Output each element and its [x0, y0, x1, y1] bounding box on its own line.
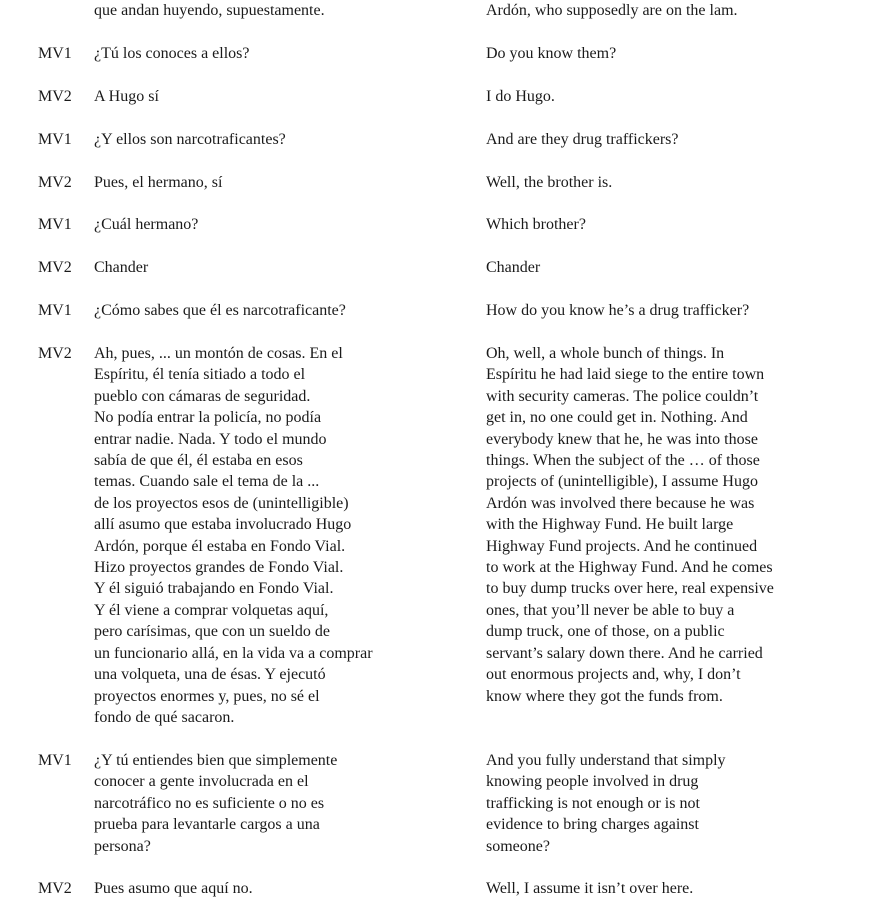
spanish-text: [94, 129, 434, 150]
english-line: ones, that you’ll never be able to buy a: [486, 601, 735, 619]
spanish-line: narcotráfico no es suficiente o no es: [94, 794, 325, 812]
english-text: [486, 43, 846, 64]
english-line: someone?: [486, 837, 550, 855]
spanish-line: Chander: [94, 259, 149, 276]
spanish-line: ¿Y ellos son narcotraficantes?: [94, 131, 286, 148]
english-line: Espíritu he had laid siege to the entire town: [486, 366, 765, 384]
english-line: How do you know he’s a drug trafficker?: [486, 302, 750, 319]
spanish-line: Espíritu, él tenía sitiado a todo el: [94, 366, 306, 384]
spanish-text: [94, 257, 434, 278]
spanish-text: [94, 172, 434, 193]
spanish-line: Pues asumo que aquí no.: [94, 880, 253, 897]
english-line: Well, I assume it isn’t over here.: [486, 880, 694, 897]
spanish-line: que andan huyendo, supuestamente.: [94, 2, 325, 19]
english-line: I do Hugo.: [486, 88, 555, 105]
english-text: [486, 129, 846, 150]
spanish-text: [94, 750, 434, 857]
spanish-line: fondo de qué sacaron.: [94, 708, 235, 726]
spanish-line: conocer a gente involucrada en el: [94, 773, 309, 791]
english-text: [486, 214, 846, 235]
english-line: Ardón was involved there because he was: [486, 494, 755, 512]
spanish-line: Pues, el hermano, sí: [94, 174, 223, 191]
spanish-line: Ah, pues, ... un montón de cosas. En el: [94, 345, 343, 362]
spanish-text: [94, 343, 434, 728]
spanish-line: pueblo con cámaras de seguridad.: [94, 387, 311, 405]
english-text: [486, 343, 846, 707]
speaker-label: MV2: [38, 259, 72, 276]
english-line: Highway Fund projects. And he continued: [486, 537, 758, 555]
english-line: dump truck, one of those, on a public: [486, 623, 725, 641]
english-line: Which brother?: [486, 216, 586, 233]
spanish-line: Y él viene a comprar volquetas aquí,: [94, 601, 329, 619]
spanish-text: [94, 0, 434, 21]
spanish-text: [94, 43, 434, 64]
speaker-label: MV1: [38, 302, 72, 319]
english-text: [486, 878, 846, 899]
english-line: servant’s salary down there. And he carried: [486, 644, 763, 662]
spanish-line: una volqueta, una de ésas. Y ejecutó: [94, 666, 326, 684]
spanish-line: de los proyectos esos de (unintelligible): [94, 494, 349, 512]
english-line: evidence to bring charges against: [486, 816, 699, 834]
english-line: know where they got the funds from.: [486, 687, 723, 705]
spanish-line: Y él siguió trabajando en Fondo Vial.: [94, 580, 334, 598]
english-line: out enormous projects and, why, I don’t: [486, 666, 741, 684]
english-line: And you fully understand that simply: [486, 752, 726, 769]
spanish-text: [94, 86, 434, 107]
english-line: get in, no one could get in. Nothing. And: [486, 409, 748, 427]
spanish-line: ¿Y tú entiendes bien que simplemente: [94, 752, 338, 769]
english-line: with the Highway Fund. He built large: [486, 516, 734, 534]
speaker-label: MV2: [38, 88, 72, 105]
speaker-label: MV1: [38, 131, 72, 148]
english-line: trafficking is not enough or is not: [486, 794, 700, 812]
spanish-line: temas. Cuando sale el tema de la ...: [94, 473, 320, 491]
speaker-label: MV1: [38, 752, 72, 769]
spanish-line: proyectos enormes y, pues, no sé el: [94, 687, 320, 705]
english-line: Chander: [486, 259, 541, 276]
spanish-text: [94, 300, 434, 321]
spanish-line: prueba para levantarle cargos a una: [94, 816, 320, 834]
english-line: Ardón, who supposedly are on the lam.: [486, 2, 738, 19]
spanish-line: A Hugo sí: [94, 88, 159, 105]
english-text: [486, 257, 846, 278]
spanish-line: persona?: [94, 837, 151, 855]
speaker-label: MV2: [38, 345, 72, 362]
spanish-line: Hizo proyectos grandes de Fondo Vial.: [94, 559, 344, 577]
english-text: [486, 750, 846, 857]
speaker-label: MV1: [38, 216, 72, 233]
english-text: [486, 172, 846, 193]
spanish-line: Ardón, porque él estaba en Fondo Vial.: [94, 537, 346, 555]
english-line: Well, the brother is.: [486, 174, 613, 191]
english-text: [486, 0, 846, 21]
english-line: to buy dump trucks over here, real expensive: [486, 580, 774, 598]
english-line: Oh, well, a whole bunch of things. In: [486, 345, 725, 362]
spanish-line: pero carísimas, que con un sueldo de: [94, 623, 330, 641]
spanish-line: entrar nadie. Nada. Y todo el mundo: [94, 430, 327, 448]
speaker-label: MV2: [38, 880, 72, 897]
english-text: [486, 300, 846, 321]
spanish-line: ¿Tú los conoces a ellos?: [94, 45, 250, 62]
spanish-line: No podía entrar la policía, no podía: [94, 409, 322, 427]
english-line: Do you know them?: [486, 45, 617, 62]
english-line: everybody knew that he, he was into those: [486, 430, 758, 448]
english-line: knowing people involved in drug: [486, 773, 699, 791]
spanish-line: ¿Cuál hermano?: [94, 216, 199, 233]
spanish-line: sabía de que él, él estaba en esos: [94, 452, 303, 470]
english-text: [486, 86, 846, 107]
english-line: to work at the Highway Fund. And he comes: [486, 559, 773, 577]
spanish-line: un funcionario allá, en la vida va a comprar: [94, 644, 373, 662]
english-line: things. When the subject of the … of those: [486, 452, 760, 470]
speaker-label: MV2: [38, 174, 72, 191]
spanish-line: allí asumo que estaba involucrado Hugo: [94, 516, 352, 534]
english-line: with security cameras. The police couldn’t: [486, 387, 759, 405]
spanish-text: [94, 878, 434, 899]
english-line: And are they drug traffickers?: [486, 131, 679, 148]
english-line: projects of (unintelligible), I assume Hugo: [486, 473, 758, 491]
spanish-line: ¿Cómo sabes que él es narcotraficante?: [94, 302, 346, 319]
spanish-text: [94, 214, 434, 235]
speaker-label: MV1: [38, 45, 72, 62]
